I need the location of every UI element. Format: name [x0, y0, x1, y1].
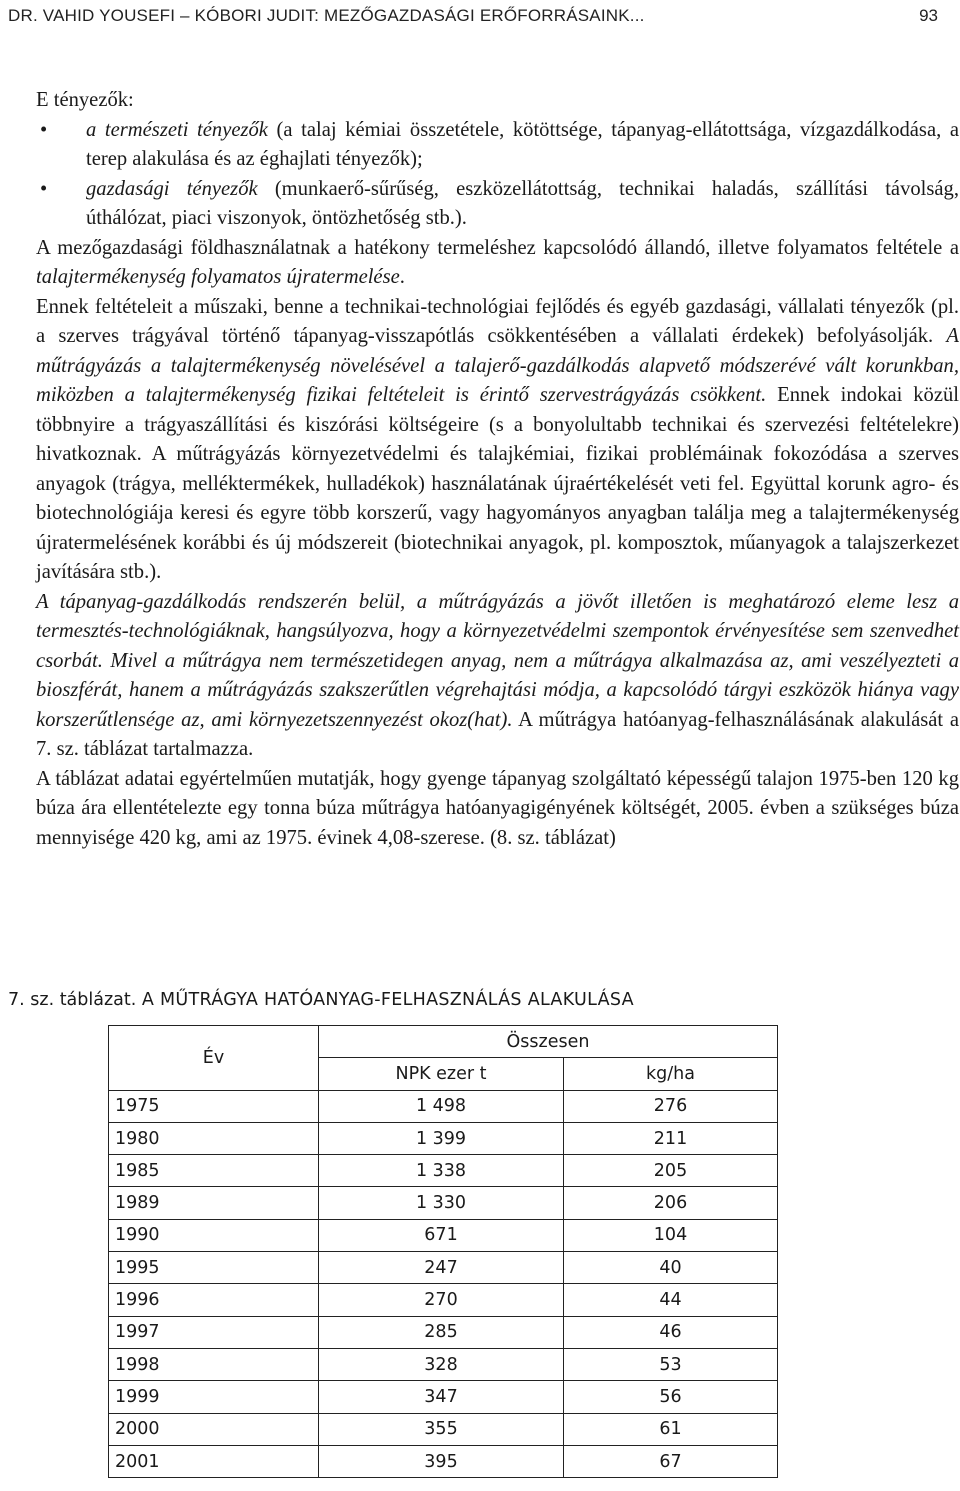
table-row — [109, 1122, 778, 1154]
cell-npk: 247 — [319, 1252, 564, 1284]
column-header-total: Összesen — [319, 1026, 778, 1058]
factor-term: a természeti tényezők — [86, 118, 268, 141]
table-row — [109, 1381, 778, 1413]
cell-kgha: 67 — [564, 1445, 778, 1477]
table-row — [109, 1284, 778, 1316]
paragraph — [36, 588, 959, 765]
cell-kgha: 46 — [564, 1316, 778, 1348]
cell-kgha: 206 — [564, 1187, 778, 1219]
table-row — [109, 1348, 778, 1380]
cell-year: 1998 — [109, 1348, 319, 1380]
cell-kgha: 104 — [564, 1219, 778, 1251]
cell-year: 1999 — [109, 1381, 319, 1413]
cell-kgha: 276 — [564, 1090, 778, 1122]
cell-npk: 1 338 — [319, 1155, 564, 1187]
body-text — [36, 86, 959, 853]
factors-lead: E tényezők: — [36, 89, 134, 111]
factor-description: (munkaerő-sűrűség, eszközellátottság, technikai haladás, szállítási távolság, úthálózat, piaci viszonyok, öntözhetőség stb.). — [86, 177, 959, 229]
column-header-year: Év — [109, 1026, 319, 1091]
table-caption-title: A MŰTRÁGYA HATÓANYAG-FELHASZNÁLÁS ALAKULÁSA — [141, 990, 634, 1010]
table-row — [109, 1252, 778, 1284]
table-row — [109, 1316, 778, 1348]
cell-npk: 395 — [319, 1445, 564, 1477]
column-header-npk: NPK ezer t — [319, 1058, 564, 1090]
paragraph-text: A mezőgazdasági földhasználatnak a hatékony termeléshez kapcsolódó állandó, illetve folyamatos feltétele a — [36, 236, 959, 259]
cell-npk: 285 — [319, 1316, 564, 1348]
emphasis: talajtermékenység folyamatos újratermelése — [36, 266, 400, 288]
cell-npk: 328 — [319, 1348, 564, 1380]
table-caption — [8, 990, 634, 1010]
paragraph-end: . — [399, 266, 405, 288]
table-row — [109, 1187, 778, 1219]
emphasis: A műtrágyázás a talajtermékenység növelésével a talajerő-gazdálkodás alapvető módszerévé vált korunkban, miközben a talajtermékenység fizikai feltételeit is érintő szervestrágyázás csökkent. — [36, 325, 959, 406]
cell-kgha: 211 — [564, 1122, 778, 1154]
table-row — [109, 1445, 778, 1477]
cell-year: 1990 — [109, 1219, 319, 1251]
paragraph-text: A műtrágya hatóanyag-felhasználásának alakulását a 7. sz. táblázat tartalmazza. — [36, 708, 959, 760]
page-number: 93 — [919, 6, 938, 25]
fertilizer-table — [108, 1025, 778, 1478]
cell-npk: 1 498 — [319, 1090, 564, 1122]
table-row — [109, 1155, 778, 1187]
table-header-row — [109, 1026, 778, 1058]
table-caption-label: 7. sz. táblázat. — [8, 990, 137, 1010]
cell-year: 2001 — [109, 1445, 319, 1477]
cell-kgha: 61 — [564, 1413, 778, 1445]
page-header — [0, 0, 960, 36]
factor-term: gazdasági tényezők — [86, 177, 258, 200]
table-row — [109, 1219, 778, 1251]
cell-kgha: 53 — [564, 1348, 778, 1380]
cell-kgha: 40 — [564, 1252, 778, 1284]
cell-kgha: 56 — [564, 1381, 778, 1413]
paragraph — [36, 293, 959, 588]
cell-kgha: 44 — [564, 1284, 778, 1316]
column-header-kgha: kg/ha — [564, 1058, 778, 1090]
cell-year: 1996 — [109, 1284, 319, 1316]
bullet-marker: • — [40, 177, 48, 200]
factor-item-economic — [36, 175, 959, 234]
paragraph-text: Ennek feltételeit a műszaki, benne a technikai-technológiai fejlődés és egyéb gazdasági, vállalati tényezők (pl. a szerves trágyával történő tápanyag-visszapótlás csökkentésében a vállalati érdekek) befolyásolják. — [36, 295, 959, 347]
cell-npk: 671 — [319, 1219, 564, 1251]
paragraph-text: Ennek indokai közül többnyire a trágyaszállítási és kiszórási költségeire (s a bonyolultabb technikai és szervezési feltételekre) hivatkoznak. A műtrágyázás környezetvédelmi és talajkémiai, fizikai problémáinak fokozódása a szerves anyagok (trágya, melléktermékek, hulladékok) használatának újraértékelését veti fel. Együttal korunk agro- és biotechnológiája keresi és egyre több korszerű, vagy hagyományos anyagban találja meg a talajtermékenység újratermelésének korábbi és új módszereit (biotechnikai anyagok, pl. komposztok, műanyagok a talajszerkezet javítására stb.). — [36, 384, 959, 583]
cell-npk: 1 330 — [319, 1187, 564, 1219]
cell-year: 1980 — [109, 1122, 319, 1154]
table-row — [109, 1090, 778, 1122]
factor-item-natural — [36, 116, 959, 175]
cell-year: 1997 — [109, 1316, 319, 1348]
cell-kgha: 205 — [564, 1155, 778, 1187]
factor-description: (a talaj kémiai összetétele, kötöttsége, tápanyag-ellátottsága, vízgazdálkodása, a terep alakulása és az éghajlati tényezők); — [86, 118, 959, 170]
cell-year: 1995 — [109, 1252, 319, 1284]
cell-npk: 355 — [319, 1413, 564, 1445]
paragraph: A táblázat adatai egyértelműen mutatják, hogy gyenge tápanyag szolgáltató képességű talajon 1975-ben 120 kg búza ára ellentételezte egy tonna búza műtrágya hatóanyagigényének költségét, 2005. évben a szükséges búza mennyisége 420 kg, ami az 1975. évinek 4,08-szerese. (8. sz. táblázat) — [36, 767, 959, 849]
cell-year: 2000 — [109, 1413, 319, 1445]
running-title: DR. VAHID YOUSEFI – KÓBORI JUDIT: MEZŐGAZDASÁGI ERŐFORRÁSAINK... — [8, 6, 645, 25]
cell-year: 1985 — [109, 1155, 319, 1187]
paragraph — [36, 234, 959, 293]
cell-year: 1975 — [109, 1090, 319, 1122]
cell-year: 1989 — [109, 1187, 319, 1219]
cell-npk: 1 399 — [319, 1122, 564, 1154]
table-row — [109, 1413, 778, 1445]
cell-npk: 270 — [319, 1284, 564, 1316]
cell-npk: 347 — [319, 1381, 564, 1413]
bullet-marker: • — [40, 118, 48, 141]
emphasis: A tápanyag-gazdálkodás rendszerén belül, a műtrágyázás a jövőt illetően is meghatározó eleme lesz a termesztés-technológiáknak, hangsúlyozva, hogy a környezetvédelmi szempontok érvényesítése sem szenvedhet csorbát. Mivel a műtrágya nem természetidegen anyag, nem a műtrágya alkalmazása az, ami veszélyezteti a bioszférát, hanem a műtrágyázás szakszerűtlen végrehajtási módja, a kapcsolódó tárgyi eszközök hiánya vagy korszerűtlensége az, ami környezetszennyezést okoz(hat). — [36, 590, 959, 731]
factor-list — [36, 116, 959, 234]
